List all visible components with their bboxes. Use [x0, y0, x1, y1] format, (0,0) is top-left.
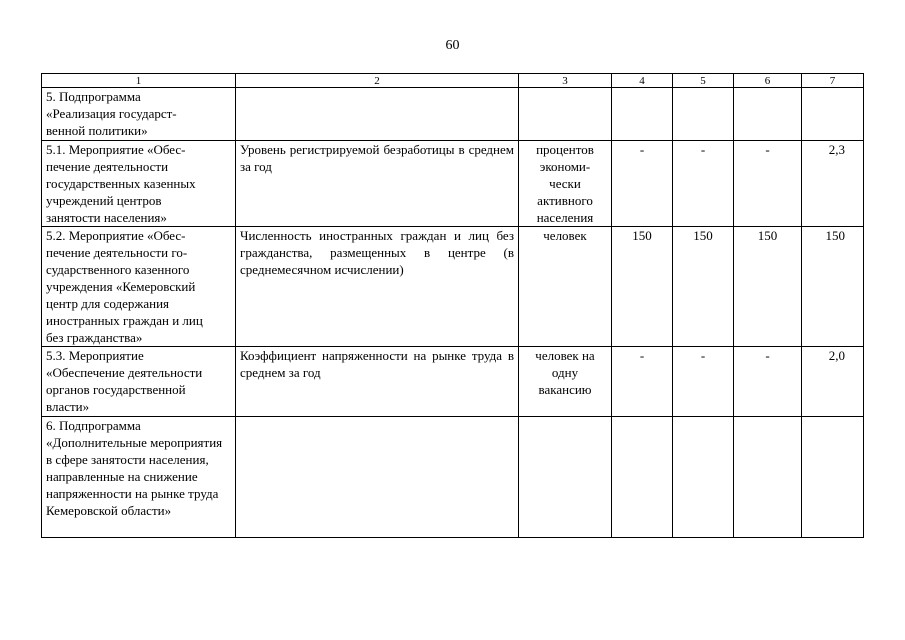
unit-cell [519, 88, 612, 141]
column-header: 1 [42, 74, 236, 88]
cell-line: одну [551, 365, 579, 380]
indicator-cell [236, 88, 519, 141]
cell-line: 5.3. Мероприятие [46, 348, 144, 363]
page-number: 60 [445, 38, 460, 53]
column-header: 3 [519, 74, 612, 88]
unit-cell [519, 141, 612, 227]
cell-line: экономи- [539, 159, 591, 174]
table-row [42, 347, 864, 417]
unit-cell [519, 347, 612, 417]
cell-line: 5. Подпрограмма [46, 89, 141, 104]
cell-line: 5.1. Мероприятие «Обес- [46, 142, 186, 157]
value-cell: 150 [802, 227, 864, 347]
indicators-table [41, 73, 864, 538]
cell-line: «Реализация государст- [46, 106, 177, 121]
column-header: 4 [612, 74, 673, 88]
value-cell: 2,0 [802, 347, 864, 417]
cell-line: человек на [535, 348, 595, 363]
cell-line: процентов [536, 142, 594, 157]
cell-line: органов государственной [46, 382, 186, 397]
activity-name-cell [42, 347, 236, 417]
column-header: 6 [734, 74, 802, 88]
cell-line: учреждения «Кемеровский [46, 279, 196, 294]
cell-line: венной политики» [46, 123, 148, 138]
program-name-cell [42, 88, 236, 141]
value-cell: - [673, 141, 734, 227]
cell-line: печение деятельности [46, 159, 169, 174]
value-cell [802, 88, 864, 141]
cell-line: активного [537, 193, 593, 208]
value-cell: - [673, 347, 734, 417]
cell-line: без гражданства» [46, 330, 143, 345]
column-number-row [42, 74, 864, 88]
value-cell [673, 417, 734, 538]
value-cell [734, 417, 802, 538]
activity-name-cell [42, 227, 236, 347]
cell-line: сударственного казенного [46, 262, 190, 277]
value-cell: - [612, 347, 673, 417]
cell-line: чески [549, 176, 581, 191]
value-cell [802, 417, 864, 538]
value-cell [673, 88, 734, 141]
cell-line: государственных казенных [46, 176, 196, 191]
activity-name-cell [42, 141, 236, 227]
cell-line: печение деятельности го- [46, 245, 188, 260]
indicator-cell: Коэффициент напряженности на рынке труда в среднем за год [236, 347, 519, 417]
cell-line: населения [536, 210, 594, 225]
cell-line: иностранных граждан и лиц [46, 313, 203, 328]
table-row [42, 227, 864, 347]
indicator-cell: Уровень регистрируемой безработицы в среднем за год [236, 141, 519, 227]
indicator-cell [236, 417, 519, 538]
cell-line: «Обеспечение деятельности [46, 365, 203, 380]
cell-line: 5.2. Мероприятие «Обес- [46, 228, 186, 243]
cell-line: учреждений центров [46, 193, 162, 208]
value-cell [612, 88, 673, 141]
value-cell [734, 88, 802, 141]
indicator-cell: Численность иностранных граждан и лиц без гражданства, размещенных в центре (в среднемесячном исчислении) [236, 227, 519, 347]
value-cell: 150 [612, 227, 673, 347]
column-header: 5 [673, 74, 734, 88]
value-cell: 150 [673, 227, 734, 347]
cell-line: занятости населения» [46, 210, 167, 225]
unit-cell [519, 417, 612, 538]
cell-line: власти» [46, 399, 90, 414]
value-cell: - [612, 141, 673, 227]
column-header: 2 [236, 74, 519, 88]
value-cell: - [734, 141, 802, 227]
cell-line: человек [543, 228, 587, 243]
table-row [42, 417, 864, 538]
unit-cell [519, 227, 612, 347]
table-row [42, 88, 864, 141]
value-cell: 150 [734, 227, 802, 347]
cell-line: центр для содержания [46, 296, 170, 311]
table-row [42, 141, 864, 227]
cell-line: вакансию [538, 382, 592, 397]
column-header: 7 [802, 74, 864, 88]
program-name-cell: 6. Подпрограмма «Дополнительные мероприятия в сфере занятости населения, направленные на снижение напряженности на рынке труда Кемеровской области» [42, 417, 236, 538]
value-cell [612, 417, 673, 538]
value-cell: 2,3 [802, 141, 864, 227]
value-cell: - [734, 347, 802, 417]
